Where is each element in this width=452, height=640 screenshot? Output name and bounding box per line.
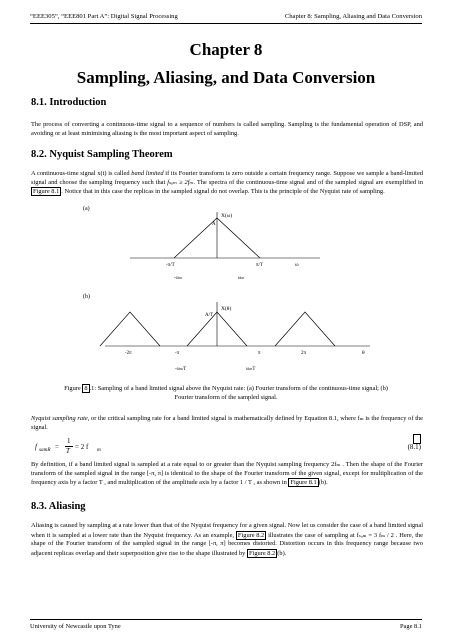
chapter-number: Chapter 8	[189, 40, 263, 59]
figure-b-function-label: X(θ)	[221, 306, 232, 312]
header-rule	[30, 23, 422, 24]
equation-number: (8.1)	[407, 443, 421, 451]
figure-a-neg-omega-label: -ωₘ	[174, 276, 183, 281]
footer-page-number: Page 8.1	[399, 623, 422, 630]
intro-paragraph: The process of converting a continuous-time signal to a sequence of numbers is called sampling. Sampling is the fundamental operation of DSP, and avoiding or at least minimising aliasing is the most important aspect of sampling.	[31, 121, 423, 137]
figure-8-1-link-2[interactable]: Figure 8.1	[290, 479, 317, 487]
aliasing-paragraph: Aliasing is caused by sampling at a rate lower than that of the Nyquist frequency for a given signal. Now let us consider the case of a band limited signal when it is sampled at a lower rate than the Nyquist frequency. As an example, Figure 8.2 illustrates the case of sampling at fₛₐₘ = 3 fₘ / 2 . Here, the shape of the Fourier transform of the sampled signal in the range [-π, π] becomes distorted. Distortion occurs in this frequency range because two adjacent replicas overlap and their superposition give rise to the shape illustrated by Figure 8.2 (b).	[31, 522, 423, 557]
figure-8-2-link[interactable]: Figure 8.2	[237, 531, 265, 539]
figure-b-neg-2pi-label: -2π	[125, 351, 132, 356]
header-course: “EEE305”, “EEE801 Part A”: Digital Signal Processing	[30, 13, 178, 20]
nyquist-rate-paragraph: Nyquist sampling rate, or the critical sampling rate for a band limited signal is mathematically defined by Equation 8.1, where fₘ is the frequency of the signal.	[31, 415, 424, 431]
section-heading-nyquist: 8.2. Nyquist Sampling Theorem	[31, 149, 173, 160]
figure-a-pos-pi-label: π/T	[256, 263, 263, 268]
figure-b-2pi-label: 2π	[301, 351, 307, 356]
footer-rule	[30, 619, 422, 620]
figure-caption: Figure 8 .1: Sampling of a band limited signal above the Nyquist rate: (a) Fourier transform of the continuous-time signal; (b) Fourier transform of the sampled signal.	[64, 385, 388, 401]
nyquist-definition-paragraph: By definition, if a band limited signal is sampled at a rate equal to or greater than the Nyquist sampling frequency 2fₘ . Then the shape of the Fourier transform of the sampled signal in the range [-π, π] is identical to the shape of the Fourier transform of the given signal, except for multiplication of the frequency axis by a factor T , and multiplication of the amplitude axis by a factor 1 / T , as shown in Figure 8.1 (b).	[31, 461, 423, 487]
section-heading-aliasing: 8.3. Aliasing	[31, 501, 86, 512]
section-heading-introduction: 8.1. Introduction	[31, 97, 107, 108]
figure-b-axis-label: θ	[362, 350, 365, 356]
header-chapter: Chapter 8: Sampling, Aliasing and Data Conversion	[284, 13, 422, 20]
figure-b-pos-omega-label: ωₘT	[246, 367, 256, 372]
figure-a-neg-pi-label: -π/T	[166, 263, 175, 268]
chapter-title: Sampling, Aliasing, and Data Conversion	[76, 68, 376, 87]
figure-b-neg-pi-label: -π	[175, 351, 180, 356]
figure-8-1	[80, 200, 380, 378]
nyquist-paragraph: A continuous-time signal x(t) is called band limited if its Fourier transform is zero outside a certain frequency range. Suppose we sample a band-limited signal and choose the sampling frequency such that fₛₐₘ ≥ 2fₘ. The spectra of the continuous-time signal and of the sampled signal are exemplified in Figure 8.1 . Notice that in this case the replicas in the sampled signal do not overlap. This is the principle of the Nyquist rate of sampling.	[31, 170, 423, 196]
equation-8-1: f samR = 1 T = 2 f m (8.1)	[31, 437, 423, 459]
figure-b-pi-label: π	[258, 351, 261, 356]
figure-b-peak-label: A/T	[205, 313, 214, 318]
figure-8-1-link[interactable]: Figure 8.1	[33, 188, 60, 196]
figure-a-pos-omega-label: ωₘ	[238, 276, 245, 281]
figure-a-axis-label: ω	[295, 262, 299, 268]
caption-figure-link[interactable]: 8	[84, 385, 88, 392]
figure-a-tag: (a)	[83, 206, 90, 212]
figure-b-replica-right	[275, 312, 335, 346]
figure-b-replica-left	[100, 312, 160, 346]
figure-b-neg-omega-label: -ωₘT	[175, 367, 187, 372]
figure-8-2-link-2[interactable]: Figure 8.2	[248, 549, 276, 557]
footer-university: University of Newcastle upon Tyne	[30, 623, 121, 630]
figure-b-tag: (b)	[83, 294, 90, 300]
figure-a-function-label: X(ω)	[221, 213, 233, 219]
figure-a-peak-label: A	[212, 222, 216, 227]
